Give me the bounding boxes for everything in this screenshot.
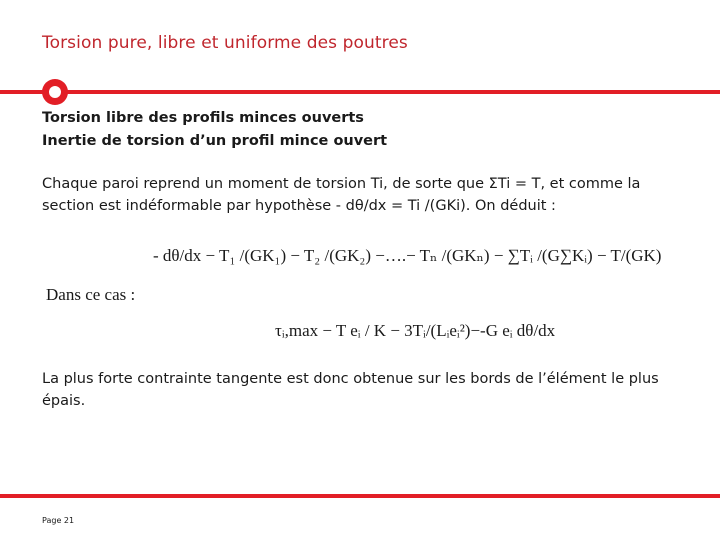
section-subtitle: Torsion libre des profils minces ouverts xyxy=(42,110,364,126)
header-divider xyxy=(0,90,720,94)
footer-divider xyxy=(0,494,720,498)
formula-max-shear: τᵢ,max − T eᵢ / K − 3Tᵢ/(Lᵢeᵢ²)−-G eᵢ dθ/dx xyxy=(275,321,556,340)
accent-ring-icon xyxy=(42,79,68,105)
dans-ce-cas-label: Dans ce cas : xyxy=(46,285,136,304)
slide-title: Torsion pure, libre et uniforme des poutres xyxy=(42,33,408,53)
section-subsubtitle: Inertie de torsion d’un profil mince ouvert xyxy=(42,133,388,149)
body-paragraph-intro: Chaque paroi reprend un moment de torsion Ti, de sorte que ΣTi = T, et comme la section est indéformable par hypothèse - dθ/dx = Ti /(GKi). On déduit : xyxy=(42,176,641,214)
formula-twist-rate: - dθ/dx − T₁ /(GK₁) − T₂ /(GK₂) −….− Tₙ /(GKₙ) − ∑Tᵢ /(G∑Kᵢ) − T/(GK) xyxy=(153,246,662,265)
page-number: Page 21 xyxy=(42,516,75,525)
body-paragraph-conclusion: La plus forte contrainte tangente est donc obtenue sur les bords de l’élément le plus épais. xyxy=(42,371,659,409)
